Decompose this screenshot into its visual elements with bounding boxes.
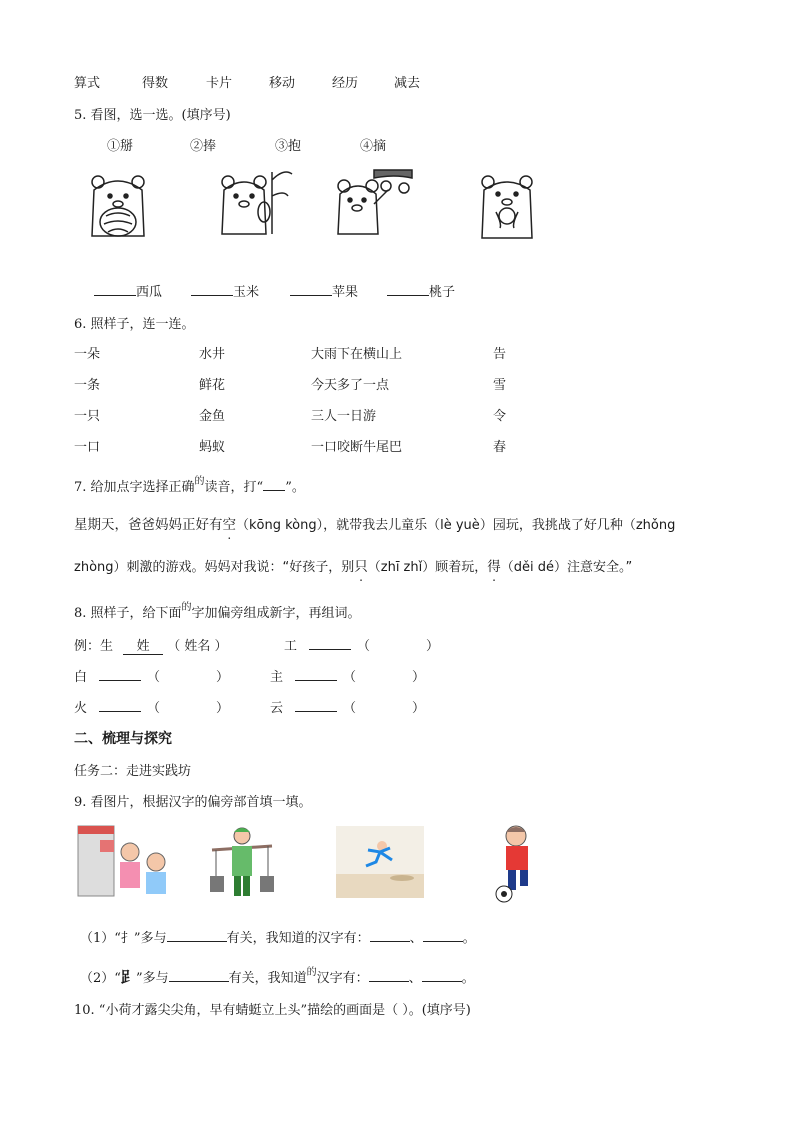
q7-dotted-char: 得 [487,559,501,575]
answer-blank[interactable] [309,636,351,650]
answer-blank[interactable] [423,928,463,942]
answer-blank[interactable] [167,928,227,942]
q7-pinyin-text[interactable]: zhòng）刺激的游戏。妈妈对我说：“好孩子，别 [74,560,355,575]
section-title: 二、梳理与探究 [74,731,172,747]
q9-line [80,966,475,987]
q9-text: （2）“ [80,971,121,986]
q6-col2-item: 金鱼 [199,409,226,424]
q8-title [74,602,361,621]
q5-option: ②捧 [190,139,217,154]
word-bank-item: 卡片 [206,76,233,91]
q5-title: 5. 看图，选一选。(填序号) [74,108,231,123]
q9-text: 。 [461,971,475,986]
q8-char: 工 [284,639,298,654]
q9-text: 、 [409,931,423,946]
q7-title [74,476,305,495]
q6-col1-item: 一只 [74,409,101,424]
answer-blank[interactable] [94,282,136,296]
q6-title: 6. 照样子，连一连。 [74,317,195,332]
q7-pinyin-text[interactable]: （děi dé）注意安全。” [500,560,633,575]
word-bank-item: 算式 [74,76,101,91]
q6-col3-item: 三人一日游 [311,409,377,424]
q6-col2-item: 鲜花 [199,378,226,393]
answer-blank[interactable] [99,667,141,681]
q7-dotted-char: 空 [222,517,236,533]
q5-option: ④摘 [360,139,387,154]
answer-blank[interactable] [422,968,462,982]
q8-item: 工 （ ） [284,635,439,654]
bear-peach-picture [478,172,538,240]
q8-char: 主 [270,670,284,685]
q5-blank-label: 西瓜 [136,285,163,300]
bear-corn-picture [218,166,298,238]
answer-blank[interactable] [169,968,229,982]
answer-blank[interactable] [295,698,337,712]
q7-pinyin-text[interactable]: ）园玩，我挑战了好几种（zhǒng [479,518,676,533]
carrying-water-picture [210,824,274,902]
q9-text: ”多与 [135,971,169,986]
answer-blank[interactable] [369,968,409,982]
q8-item: 白 （ ） [74,666,229,685]
q7-title-part: 7. 给加点字选择正确 [74,480,195,495]
q9-text: （1）“扌”多与 [80,931,167,946]
q5-blank-item [94,281,162,300]
q5-blank-label: 桃子 [429,285,456,300]
q8-title-part: 8. 照样子，给下面 [74,606,182,621]
answer-blank[interactable] [387,282,429,296]
bear-watermelon-picture [86,170,156,240]
task-title: 任务二：走进实践坊 [74,764,192,779]
q5-option: ①掰 [107,139,134,154]
q8-example-word: （ 姓名 ） [167,639,228,654]
q8-example [74,635,228,655]
door-open-picture [74,822,182,900]
q6-col1-item: 一口 [74,440,101,455]
q8-example-label: 例：生 [74,639,114,654]
q9-line [80,927,476,946]
q10-text: 10. “小荷才露尖尖角，早有蜻蜓立上头”描绘的画面是（ ）。(填序号) [74,1003,471,1018]
q6-col2-item: 水井 [199,347,226,362]
word-bank-item: 移动 [269,76,296,91]
answer-blank[interactable] [290,282,332,296]
q8-title-part: 的 [181,602,192,613]
q7-passage-line [74,555,632,575]
q7-title-part: 的 [194,476,205,487]
q8-item: 火 （ ） [74,697,229,716]
answer-blank[interactable] [295,667,337,681]
q5-blank-label: 苹果 [332,285,359,300]
q7-pinyin-text[interactable]: lè yuè [440,518,480,533]
q9-text: 、 [408,971,422,986]
q9-text: 。 [462,931,476,946]
q6-col3-item: 大雨下在横山上 [311,347,403,362]
q6-col4-item: 告 [493,347,507,362]
q7-dotted-char: 只 [354,559,368,575]
answer-blank[interactable] [99,698,141,712]
q8-item: 云 （ ） [270,697,425,716]
q7-passage-line [74,513,675,533]
q5-blank-label: 玉米 [233,285,260,300]
q8-char: 白 [74,670,88,685]
word-bank-item: 得数 [142,76,169,91]
q7-pinyin-text[interactable]: （zhī zhǐ）顾着玩， [367,560,488,575]
q9-text: 的 [306,967,317,978]
q7-pinyin-text[interactable]: （kōng kòng），就带我去儿童乐（ [236,518,441,533]
long-jump-picture [336,826,424,898]
q6-col3-item: 一口咬断牛尾巴 [311,440,403,455]
q5-blank-item [290,281,358,300]
q8-item: 主 （ ） [270,666,425,685]
q8-title-part: 字加偏旁组成新字，再组词。 [191,606,361,621]
q7-title-part: ”。 [285,480,305,495]
q8-char: 云 [270,701,284,716]
q6-col3-item: 今天多了一点 [311,378,390,393]
q6-col4-item: 春 [493,440,507,455]
answer-blank[interactable] [370,928,410,942]
q5-blank-item [191,281,259,300]
radical-glyph: 𧾷 [120,968,136,986]
q9-text: 有关，我知道 [228,971,307,986]
word-bank-item: 减去 [394,76,421,91]
q6-col4-item: 令 [493,409,507,424]
bear-apple-picture [334,164,414,236]
q9-text: 有关，我知道的汉字有： [226,931,370,946]
q5-blank-item [387,281,455,300]
q9-title: 9. 看图片，根据汉字的偏旁部首填一填。 [74,795,312,810]
q8-char: 火 [74,701,88,716]
q7-text: 星期天，爸爸妈妈正好有 [74,517,223,533]
q6-col2-item: 蚂蚁 [199,440,226,455]
q6-col4-item: 雪 [493,378,507,393]
q6-col1-item: 一条 [74,378,101,393]
answer-blank[interactable] [191,282,233,296]
q6-col1-item: 一朵 [74,347,101,362]
q5-option: ③抱 [275,139,302,154]
word-bank-item: 经历 [332,76,359,91]
q8-example-char: 姓 [123,635,163,655]
q7-title-part: 读音，打“ [204,480,264,495]
soccer-player-picture [490,822,546,904]
check-mark-blank [263,477,285,491]
q9-text: 汉字有： [316,971,369,986]
